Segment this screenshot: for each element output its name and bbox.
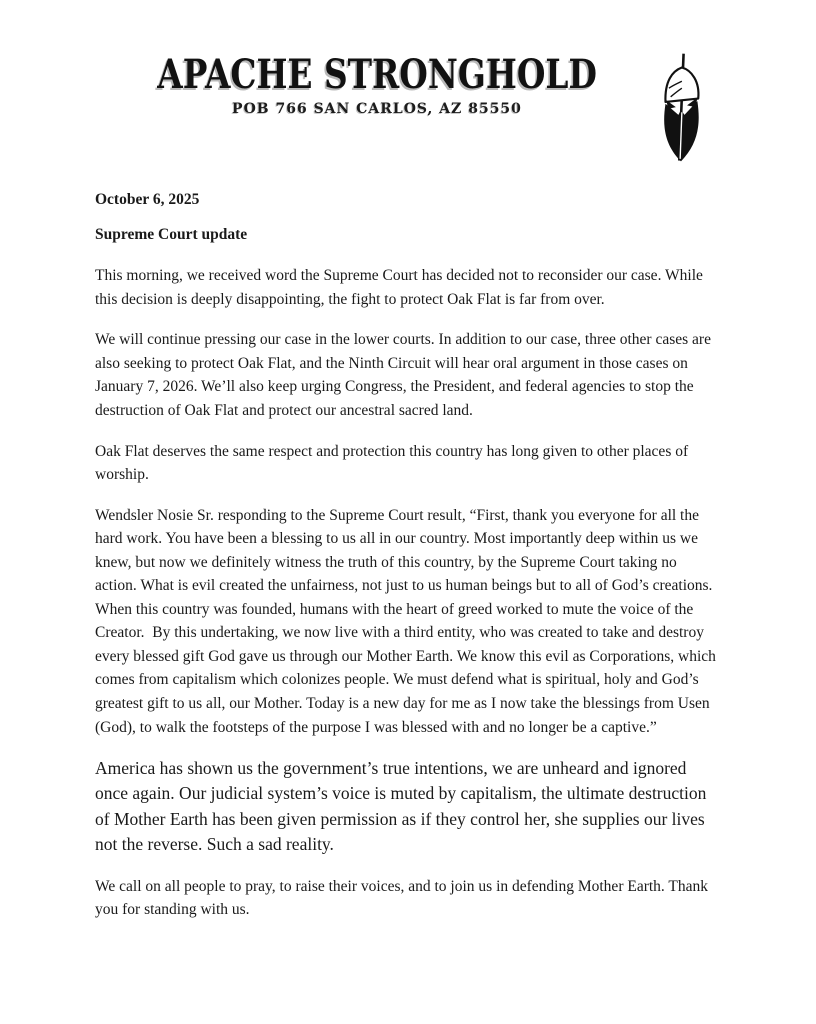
letter-date: October 6, 2025 — [95, 191, 200, 208]
feather-icon — [655, 52, 707, 164]
letterhead-text — [109, 50, 645, 117]
paragraph-america-statement: America has shown us the government’s true intentions, we are unheard and ignored once again. Our judicial system’s voice is muted by capitalism, the ultimate destruction of Mother Earth has been given permission as if they control her, she supplies our lives not the reverse. Such a sad reality. — [95, 758, 711, 854]
org-address: POB 766 SAN CARLOS, AZ 85550 — [232, 101, 522, 117]
letter-body — [95, 190, 722, 922]
letterhead — [0, 0, 816, 164]
letter-subject: Supreme Court update — [95, 226, 248, 244]
paragraph-decision: This morning, we received word the Supreme Court has decided not to reconsider our case. While this decision is deeply disappointing, the fight to protect Oak Flat is far from over. — [95, 267, 707, 308]
org-name: APACHE STRONGHOLD — [157, 51, 597, 98]
paragraph-next-steps: We will continue pressing our case in the lower courts. In addition to our case, three other cases are also seeking to protect Oak Flat, and the Ninth Circuit will hear oral argument in those cases on January 7, 2026. We’ll also keep urging Congress, the President, and federal agencies to stop the destruction of Oak Flat and protect our ancestral sacred land. — [95, 331, 715, 420]
paragraph-call-to-action: We call on all people to pray, to raise their voices, and to join us in defending Mother Earth. Thank you for standing with us. — [95, 877, 712, 919]
paragraph-nosie-quote: Wendsler Nosie Sr. responding to the Supreme Court result, “First, thank you everyone for all the hard work. You have been a blessing to us all in our country. Most importantly deep within us we knew, but now we definitely witness the truth of this country, by the Supreme Court taking no action. What is evil created the unfairness, not just to us human beings but to all of God’s creations. When this country was founded, humans with the heart of greed worked to mute the voice of the Creator. By this undertaking, we now live with a third entity, who was created to take and destroy every blessed gift God gave us through our Mother Earth. We know this evil as Corporations, which comes from capitalism which colonizes people. We must defend what is spiritual, holy and God’s greatest gift to us all, our Mother. Today is a new day for me as I now take the blessings from Usen (God), to walk the footsteps of the purpose I was blessed with and no longer be a captive.” — [95, 506, 720, 736]
paragraph-oak-flat-respect: Oak Flat deserves the same respect and protection this country has long given to other places of worship. — [95, 442, 693, 484]
